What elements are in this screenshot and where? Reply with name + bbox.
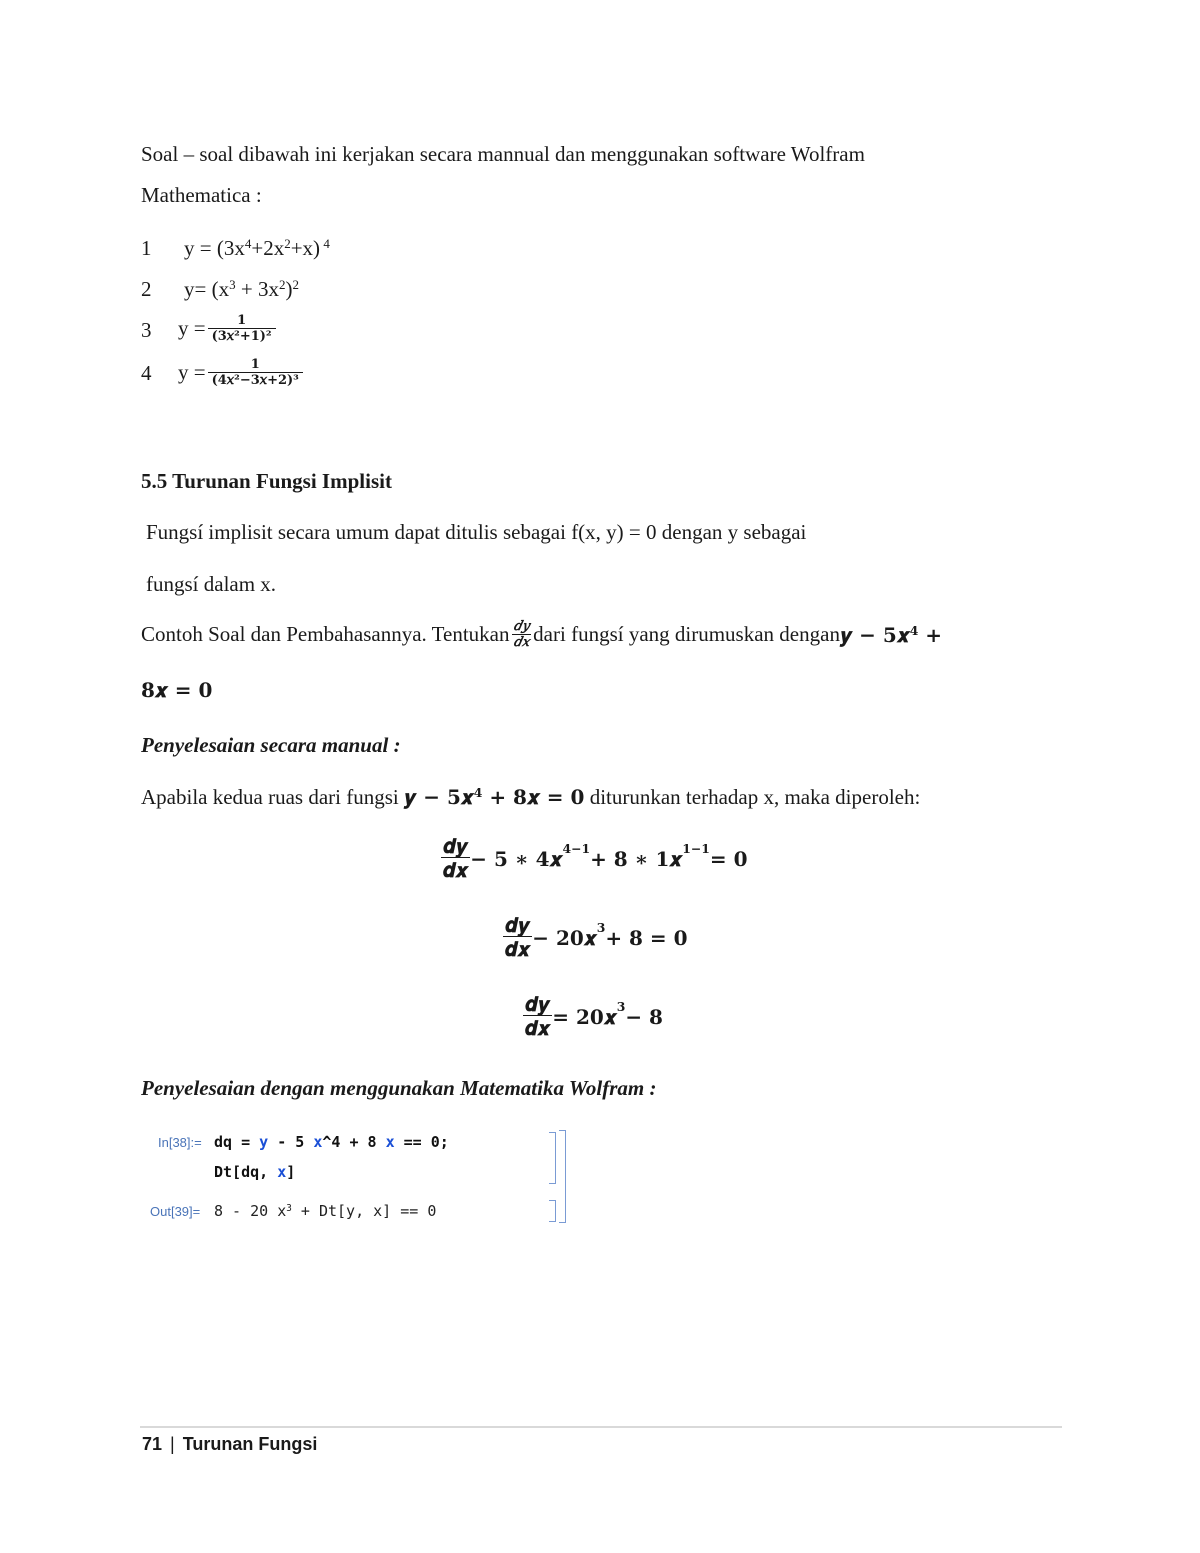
code-variable: y	[259, 1133, 269, 1151]
equation-part: +	[918, 622, 943, 647]
numerator: 1	[250, 357, 260, 372]
intro-line-1: Soal – soal dibawah ini kerjakan secara mannual dan menggunakan software Wolfram	[141, 142, 865, 166]
denominator: 𝒅𝒙	[505, 937, 531, 961]
example-equation-continued: 𝟖𝒙 = 𝟎	[141, 678, 213, 702]
expr-part: (x	[211, 277, 230, 301]
equation-part: − 𝟐𝟎𝒙	[532, 925, 597, 950]
footer-title: Turunan Fungsi	[182, 1434, 318, 1454]
exponent: 𝟒	[909, 623, 919, 639]
problem-3-number: 3	[141, 318, 152, 342]
problem-1	[141, 236, 330, 261]
dy-dx-fraction	[512, 620, 532, 650]
wolfram-title: Penyelesaian dengan menggunakan Matematika Wolfram :	[141, 1076, 657, 1100]
code-part: ^4 + 8	[322, 1133, 386, 1151]
exponent: 2	[278, 276, 286, 292]
code-variable: x	[277, 1163, 287, 1181]
example-text: Contoh Soal dan Pembahasannya. Tentukan	[141, 622, 510, 647]
output-label: Out[39]=	[150, 1204, 201, 1219]
section-paragraph-2: fungsí dalam x.	[146, 572, 277, 596]
exponent: 2	[292, 276, 299, 292]
code-part: ]	[286, 1163, 296, 1181]
page-number: 71	[142, 1434, 163, 1454]
example-line	[141, 620, 942, 650]
input-line-2[interactable]	[214, 1163, 295, 1181]
output-part: 8 - 20 x	[214, 1202, 287, 1220]
input-cell-bracket[interactable]	[549, 1132, 556, 1184]
denominator: (3𝑥²+1)²	[208, 328, 276, 344]
example-text: dari fungsí yang dirumuskan dengan	[533, 622, 840, 647]
numerator: 𝒅𝒚	[505, 913, 530, 937]
denominator: 𝒅𝒙	[443, 858, 469, 882]
output-part: + Dt[y, x] == 0	[291, 1202, 437, 1220]
footer	[142, 1434, 317, 1455]
derivation-step-3: $\frac{\text{𝒅𝒚}}{\text{𝒅𝒙}}$ = 𝟐𝟎𝒙 $^𝟑$ − 𝟖	[525, 992, 663, 1040]
manual-title: Penyelesaian secara manual :	[141, 733, 401, 757]
exponent: 2	[284, 235, 291, 251]
expr-part: +x)	[290, 236, 321, 260]
dy-dx-fraction	[441, 836, 470, 881]
exponent: 3	[286, 1202, 292, 1214]
footer-divider	[140, 1426, 1062, 1428]
equation-part: 𝒚 − 𝟓𝒙	[404, 785, 474, 809]
expr-part: + 3x	[235, 277, 279, 301]
output-line	[214, 1202, 436, 1220]
dy-dx-fraction	[523, 994, 552, 1039]
derivation-step-1: $\frac{\text{𝒅𝒚}}{\text{𝒅𝒙}}$ − 𝟓 ∗ 𝟒𝒙 $^{𝟒-𝟏}$ + 𝟖 ∗ 𝟏𝒙 $^{𝟏-𝟏}$ = 𝟎	[443, 834, 748, 882]
code-part: - 5	[268, 1133, 314, 1151]
code-variable: x	[385, 1133, 395, 1151]
code-part: == 0;	[394, 1133, 449, 1151]
problem-lhs: y=	[184, 277, 212, 301]
section-paragraph-1: Fungsí implisit secara umum dapat ditulis sebagai f(x, y) = 0 dengan y sebagai	[146, 520, 807, 544]
problem-2	[141, 277, 299, 302]
manual-intro	[141, 785, 920, 810]
problem-4	[178, 358, 303, 388]
problem-3	[178, 314, 276, 344]
equation-part: = 𝟎	[709, 846, 748, 871]
intro-line-2: Mathematica :	[141, 183, 262, 207]
numerator: 1	[237, 313, 247, 328]
problem-lhs: y =	[178, 316, 206, 341]
expr-part: +2x	[251, 236, 285, 260]
problem-4-number: 4	[141, 361, 152, 385]
numerator: 𝑑𝑦	[513, 619, 530, 634]
code-part: dq =	[214, 1133, 260, 1151]
derivation-step-2: $\frac{\text{𝒅𝒚}}{\text{𝒅𝒙}}$ − 𝟐𝟎𝒙 $^𝟑$ + 𝟖 = 𝟎	[505, 913, 688, 961]
denominator: (4𝑥²−3𝑥+2)³	[208, 372, 303, 388]
exponent: 4	[320, 235, 330, 251]
code-part: Dt[dq,	[214, 1163, 278, 1181]
input-line-1[interactable]	[214, 1133, 449, 1151]
exponent: 4	[244, 235, 252, 251]
footer-separator: |	[170, 1434, 175, 1454]
numerator: 𝒅𝒚	[443, 834, 468, 858]
equation-part: − 𝟓 ∗ 𝟒𝒙	[470, 846, 563, 871]
fraction	[208, 358, 303, 388]
group-cell-bracket[interactable]	[559, 1130, 566, 1223]
output-cell-bracket[interactable]	[549, 1200, 556, 1222]
equation-part: − 𝟖	[625, 1004, 663, 1029]
denominator: 𝒅𝒙	[525, 1016, 551, 1040]
equation-part: = 𝟐𝟎𝒙	[552, 1004, 617, 1029]
expr-part: (3x	[216, 236, 245, 260]
problem-lhs: y =	[178, 360, 206, 385]
expr-part: )	[285, 277, 293, 301]
manual-text: diturunkan terhadap x, maka diperoleh:	[584, 785, 921, 809]
code-variable: x	[313, 1133, 323, 1151]
section-heading: 5.5 Turunan Fungsi Implisit	[141, 469, 392, 493]
problem-number: 1	[141, 236, 152, 260]
equation-part: + 𝟖 = 𝟎	[605, 925, 688, 950]
problem-number: 2	[141, 277, 152, 301]
input-label: In[38]:=	[158, 1135, 202, 1150]
exponent: 3	[229, 276, 236, 292]
exponent: 𝟒	[473, 785, 483, 801]
dy-dx-fraction	[503, 915, 532, 960]
equation-part: + 𝟖𝒙 = 𝟎	[482, 785, 585, 809]
fraction	[208, 314, 276, 344]
equation-part: + 𝟖 ∗ 𝟏𝒙	[590, 846, 683, 871]
numerator: 𝒅𝒚	[525, 992, 550, 1016]
manual-text: Apabila kedua ruas dari fungsi	[141, 785, 405, 809]
problem-lhs: y =	[184, 236, 217, 260]
equation-part: 𝒚 − 𝟓𝒙	[839, 622, 910, 647]
denominator: 𝑑𝑥	[513, 634, 530, 650]
